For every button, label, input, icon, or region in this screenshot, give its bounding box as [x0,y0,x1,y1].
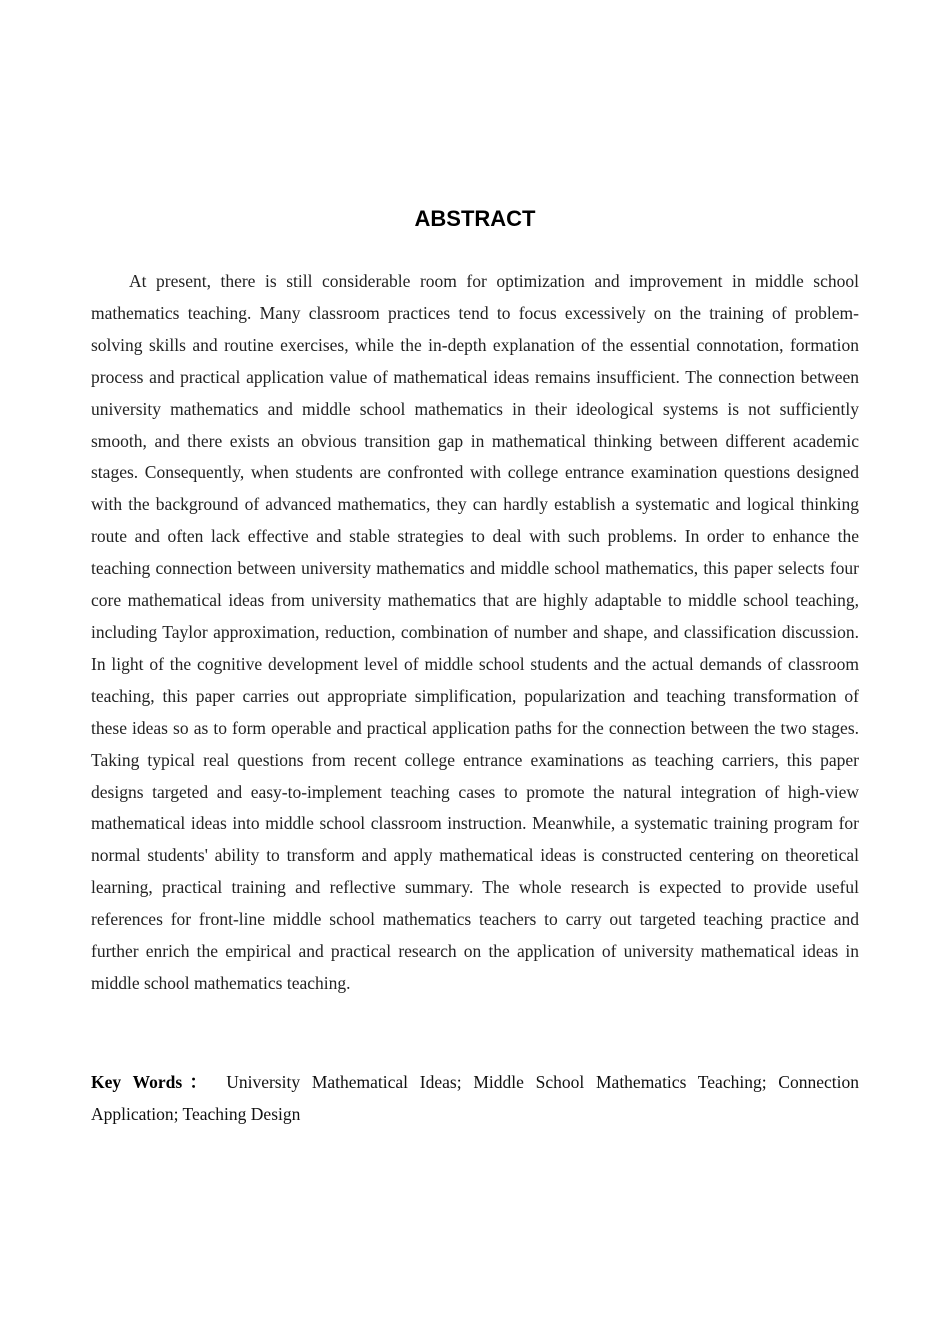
keywords-text: University Mathematical Ideas; Middle School Mathematics Teaching; Connection Application; Teaching Design [91,1072,859,1124]
keywords-label: Key Words： [91,1072,215,1092]
abstract-paragraph: At present, there is still considerable room for optimization and improvement in middle school mathematics teaching. Many classroom practices tend to focus excessively on the training of problem-solving skills and routine exercises, while the in-depth explanation of the essential connotation, formation process and practical application value of mathematical ideas remains insufficient. The connection between university mathematics and middle school mathematics in their ideological systems is not sufficiently smooth, and there exists an obvious transition gap in mathematical thinking between different academic stages. Consequently, when students are confronted with college entrance examination questions designed with the background of advanced mathematics, they can hardly establish a systematic and logical thinking route and often lack effective and stable strategies to deal with such problems. In order to enhance the teaching connection between university mathematics and middle school mathematics, this paper selects four core mathematical ideas from university mathematics that are highly adaptable to middle school teaching, including Taylor approximation, reduction, combination of number and shape, and classification discussion. In light of the cognitive development level of middle school students and the actual demands of classroom teaching, this paper carries out appropriate simplification, popularization and teaching transformation of these ideas so as to form operable and practical application paths for the connection between the two stages. Taking typical real questions from recent college entrance examinations as teaching carriers, this paper designs targeted and easy-to-implement teaching cases to promote the natural integration of high-view mathematical ideas into middle school classroom instruction. Meanwhile, a systematic training program for normal students' ability to transform and apply mathematical ideas is constructed centering on theoretical learning, practical training and reflective summary. The whole research is expected to provide useful references for front-line middle school mathematics teachers to carry out targeted teaching practice and further enrich the empirical and practical research on the application of university mathematical ideas in middle school mathematics teaching. [91,271,859,993]
keywords-line [91,1066,859,1130]
abstract-title: ABSTRACT [414,206,536,231]
